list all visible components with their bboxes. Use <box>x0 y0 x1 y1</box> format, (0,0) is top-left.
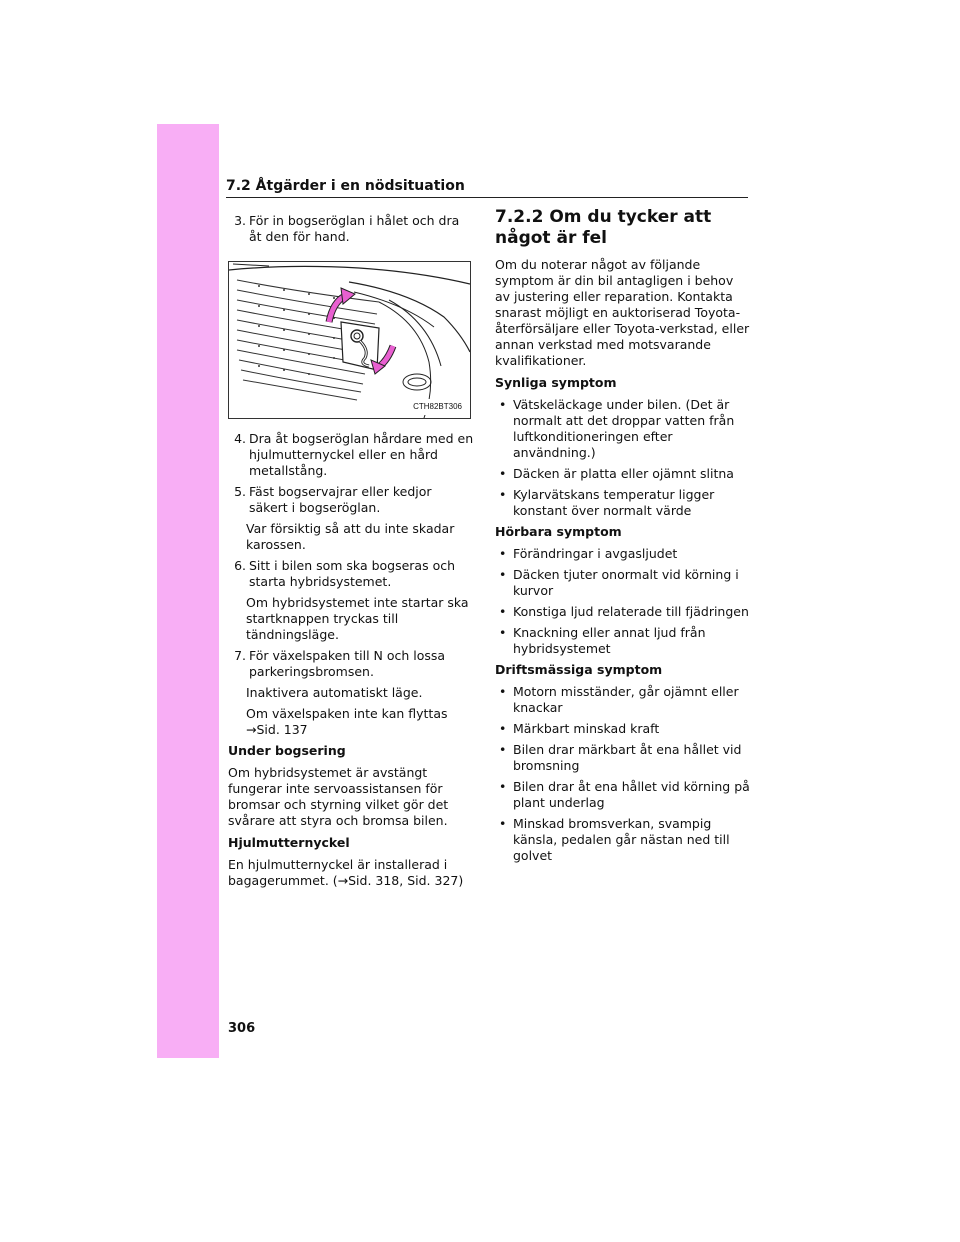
bullet-icon: • <box>499 397 507 412</box>
audible-symptoms-heading: Hörbara symptom <box>495 524 622 539</box>
list-item: • Kylarvätskans temperatur ligger konstant över normalt värde <box>495 487 750 519</box>
under-tow-heading: Under bogsering <box>228 743 346 758</box>
section-header: 7.2 Åtgärder i en nödsituation <box>226 178 748 198</box>
bullet-icon: • <box>499 684 507 699</box>
step-note: Om hybridsystemet inte startar ska startknappen tryckas till tändningsläge. <box>246 595 469 642</box>
step-number: 3. <box>234 213 246 228</box>
step-number: 6. <box>234 558 246 573</box>
list-item: • Knackning eller annat ljud från hybridsystemet <box>495 625 750 657</box>
step-number: 5. <box>234 484 246 499</box>
step-text: För växelspaken till N och lossa parkeringsbromsen. <box>249 648 446 679</box>
list-item: • Däcken är platta eller ojämnt slitna <box>495 466 750 482</box>
right-column <box>495 207 750 869</box>
step-note <box>228 706 474 738</box>
step-4 <box>228 431 474 479</box>
list-item: • Minskad bromsverkan, svampig känsla, pedalen går nästan ned till golvet <box>495 816 750 864</box>
bullet-icon: • <box>499 721 507 736</box>
subsection-title: 7.2.2 Om du tycker att något är fel <box>495 207 712 248</box>
step-6 <box>228 558 474 590</box>
step-number: 7. <box>234 648 246 663</box>
page-reference-link[interactable]: Sid. 137 <box>256 722 308 737</box>
list-item: • Motorn misständer, går ojämnt eller knackar <box>495 684 750 716</box>
list-item: • Bilen drar åt ena hållet vid körning på plant underlag <box>495 779 750 811</box>
bullet-icon: • <box>499 546 507 561</box>
step-5 <box>228 484 474 516</box>
list-item: • Märkbart minskad kraft <box>495 721 750 737</box>
step-text: Sitt i bilen som ska bogseras och starta hybridsystemet. <box>249 558 456 589</box>
list-item: • Förändringar i avgasljudet <box>495 546 750 562</box>
step-text: För in bogseröglan i hålet och dra åt den för hand. <box>249 213 460 244</box>
bullet-icon: • <box>499 466 507 481</box>
wrench-paragraph: En hjulmutternyckel är installerad i bagagerummet. (→Sid. 318, Sid. 327) <box>228 857 464 888</box>
figure-code: CTH82BT306 <box>411 399 464 415</box>
list-item: • Däcken tjuter onormalt vid körning i kurvor <box>495 567 750 599</box>
under-tow-paragraph: Om hybridsystemet är avstängt fungerar inte servoassistansen för bromsar och styrning vilket gör det svårare att styra och bromsa bilen. <box>228 765 449 828</box>
step-number: 4. <box>234 431 246 446</box>
chapter-tab-strip <box>157 124 219 1058</box>
bullet-icon: • <box>499 604 507 619</box>
step-text: Fäst bogservajrar eller kedjor säkert i bogseröglan. <box>249 484 432 515</box>
visible-symptoms-heading: Synliga symptom <box>495 375 617 390</box>
intro-paragraph: Om du noterar något av följande symptom är din bil antagligen i behov av justering eller reparation. Kontakta snarast möjligt en auktoriserad Toyota-återförsäljare eller Toyota-verkstad, eller annan verkstad med motsvarande kvalifikationer. <box>495 257 750 368</box>
step-note-text: Om växelspaken inte kan flyttas <box>246 706 448 721</box>
wrench-heading: Hjulmutternyckel <box>228 835 350 850</box>
bullet-icon: • <box>499 816 507 831</box>
step-text: Dra åt bogseröglan hårdare med en hjulmutternyckel eller en hård metallstång. <box>249 431 474 478</box>
bullet-icon: • <box>499 625 507 640</box>
page-ref-arrow: → <box>246 722 257 737</box>
step-3 <box>228 213 474 245</box>
step-7 <box>228 648 474 680</box>
step-note: Var försiktig så att du inte skadar karossen. <box>246 521 455 552</box>
bullet-icon: • <box>499 487 507 502</box>
list-item: • Konstiga ljud relaterade till fjädringen <box>495 604 750 620</box>
bullet-icon: • <box>499 567 507 582</box>
list-item: • Vätskeläckage under bilen. (Det är normalt att det droppar vatten från luftkonditioneringen efter användning.) <box>495 397 750 461</box>
operational-symptoms-heading: Driftsmässiga symptom <box>495 662 663 677</box>
page-number: 306 <box>228 1021 256 1036</box>
bullet-icon: • <box>499 742 507 757</box>
left-column <box>228 213 474 895</box>
step-note: Inaktivera automatiskt läge. <box>246 685 423 700</box>
tow-eyelet-illustration <box>228 261 471 419</box>
bullet-icon: • <box>499 779 507 794</box>
grille-drawing <box>229 262 470 418</box>
list-item: • Bilen drar märkbart åt ena hållet vid bromsning <box>495 742 750 774</box>
